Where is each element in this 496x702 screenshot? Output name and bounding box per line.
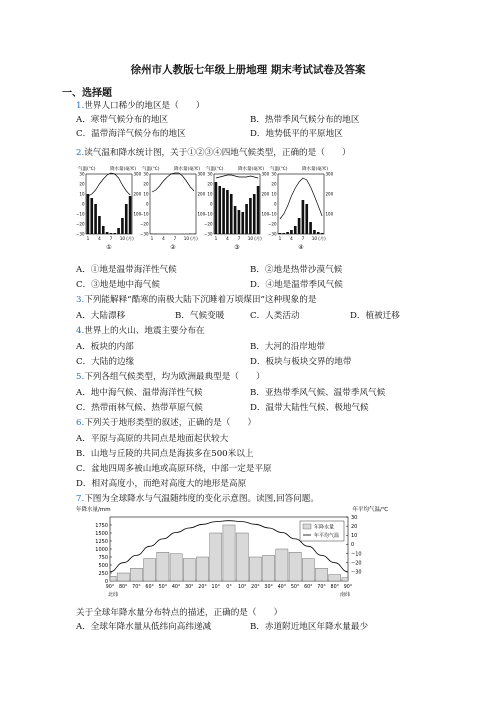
chart-4-precip-bar	[317, 232, 320, 234]
chart-3-precip-tick: 200	[261, 191, 270, 197]
hemisphere-right-label: 南纬	[339, 592, 350, 598]
chart-2-number-label: ②	[170, 244, 176, 251]
chart-1-number-label: ①	[106, 244, 112, 251]
chart-1-precip-bar	[121, 218, 124, 234]
precip-bar	[130, 568, 142, 581]
x-tick-label: 10°	[237, 585, 247, 590]
chart-2-temp-line	[152, 173, 194, 192]
precip-bar	[183, 559, 195, 581]
chart-3-number-label: ③	[234, 244, 240, 251]
chart-4-x-tick: 10	[311, 236, 318, 241]
precip-bar	[342, 578, 348, 581]
chart-2-x-tick: 1	[150, 236, 154, 241]
legend-precip-label: 年降水量	[314, 524, 335, 531]
question-7: 7.下图为全球降水与气温随纬度的变化示意图。读图,回答问题。	[76, 494, 319, 504]
chart-3-precip-bar	[245, 204, 248, 234]
precip-bar	[117, 573, 129, 581]
q5-option-c[interactable]: C．热带雨林气候、热带草原气候	[76, 403, 203, 413]
chart-1-x-tick: 10	[119, 236, 126, 241]
chart-1-precip-bar	[87, 194, 90, 234]
x-tick-label: 80°	[330, 585, 340, 590]
x-tick-label: 30°	[185, 585, 194, 590]
q4-option-b[interactable]: B．大河的沿岸地带	[250, 342, 326, 352]
chart-4-precip-bar	[321, 233, 324, 234]
y-tick-label: 1250	[95, 538, 108, 545]
y-tick-label: 750	[98, 554, 108, 561]
y2-tick-label: −10	[351, 551, 362, 558]
chart-4-precip-bar	[290, 230, 293, 234]
chart-3-precip-bar	[215, 182, 218, 234]
chart-1-x-tick: 4	[98, 236, 101, 241]
chart-3-temp-tick: 10	[207, 191, 213, 197]
q3-option-c[interactable]: C．人类活动	[250, 311, 300, 321]
chart-3-temp-tick: −30	[204, 231, 213, 237]
chart-4-temp-tick: 20	[271, 181, 277, 187]
chart-3-temp-tick: 30	[207, 171, 213, 177]
chart-3-precip-bar	[234, 206, 237, 234]
hemisphere-left-label: 北纬	[108, 592, 119, 598]
q2-option-c[interactable]: C．③地是地中海气候	[76, 280, 160, 290]
x-tick-label: 80°	[118, 585, 128, 590]
chart-3-x-tick: 1	[214, 236, 218, 241]
q2-option-b[interactable]: B．②地是热带沙漠气候	[250, 265, 343, 275]
chart-2-precip-axis-label: 降水量(毫米)	[174, 167, 201, 172]
x-tick-label: 10°	[211, 585, 221, 590]
y-axis-label: 年降水量/mm	[76, 507, 111, 513]
q6-option-a[interactable]: A．平原与高原的共同点是地面起伏较大	[76, 434, 229, 444]
x-tick-label: 50°	[158, 585, 168, 590]
chart-1-precip-bar	[129, 196, 132, 234]
chart-3-x-tick: 10	[247, 236, 254, 241]
y2-tick-label: 20	[351, 523, 358, 530]
document-title: 徐州市人教版七年级上册地理 期末考试试卷及答案	[130, 64, 366, 76]
chart-2-precip-tick: 100	[197, 211, 206, 217]
chart-1-precip-tick: 100	[133, 211, 142, 217]
q1-option-b[interactable]: B．热带季风气候分布的地区	[250, 115, 360, 125]
chart-1-temp-tick: 10	[79, 191, 85, 197]
chart-3-temp-tick: 0	[209, 201, 213, 207]
q3-option-a[interactable]: A．大陆漂移	[76, 311, 126, 321]
chart-1-temp-tick: 30	[79, 171, 85, 177]
chart-3-precip-bar	[253, 194, 256, 234]
chart-2-temp-tick: −10	[140, 211, 149, 217]
climate-charts-figure	[76, 162, 334, 258]
y-tick-label: 1000	[95, 546, 108, 553]
chart-4-x-tick: 7	[301, 236, 305, 241]
chart-3-precip-tick: 300	[261, 171, 270, 177]
x-tick-label: 20°	[251, 585, 260, 590]
x-tick-label: 40°	[277, 585, 287, 590]
chart-2-temp-tick: 0	[145, 201, 149, 207]
precip-bar	[144, 559, 156, 581]
chart-4-precip-axis-label: 降水量(毫米)	[302, 167, 329, 172]
chart-4-number-label: ④	[298, 244, 304, 251]
chart-3-temp-line	[216, 175, 258, 178]
chart-1-temp-tick: 20	[79, 181, 85, 187]
chart-1-precip-tick: 200	[133, 191, 142, 197]
chart-4-x-unit: (月)	[318, 236, 326, 241]
precip-bar	[170, 554, 182, 581]
precip-bar	[249, 557, 261, 581]
chart-2-temp-tick: −20	[140, 221, 149, 227]
chart-3-precip-bar	[230, 194, 233, 234]
precip-bar	[236, 533, 248, 581]
question-1: 1.世界人口稀少的地区是（ ）	[76, 101, 205, 111]
y2-tick-label: 30	[351, 514, 358, 521]
chart-1-x-tick: 7	[109, 236, 113, 241]
precip-bar	[302, 559, 314, 581]
chart-1-precip-bar	[125, 204, 128, 234]
chart-3-precip-bar	[249, 198, 252, 234]
chart-4-precip-bar	[302, 200, 305, 234]
q7-option-a[interactable]: A．全球年降水量从低纬向高纬递减	[76, 622, 212, 632]
y-tick-label: 0	[104, 578, 108, 585]
chart-4-temp-axis-label: 气温(℃)	[270, 167, 288, 172]
precip-bar	[223, 525, 235, 581]
legend-temp-label: 年平均气温	[314, 533, 340, 539]
chart-3-temp-tick: 20	[207, 181, 213, 187]
chart-1-temp-tick: −30	[76, 231, 85, 237]
x-tick-label: 50°	[290, 585, 300, 590]
chart-1-temp-tick: −20	[76, 221, 85, 227]
chart-1-precip-bar	[110, 233, 113, 234]
x-tick-label: 0°	[226, 585, 232, 590]
question-4: 4.世界上的火山、地震主要分布在	[76, 326, 205, 336]
precip-bar	[276, 549, 288, 581]
chart-1-precip-bar	[90, 198, 93, 234]
chart-2-x-unit: (月)	[190, 236, 198, 241]
chart-3-temp-tick: −20	[204, 221, 213, 227]
q5-option-a[interactable]: A．地中海气候、温带海洋性气候	[76, 388, 203, 398]
chart-4-precip-bar	[305, 204, 308, 234]
q3-option-b[interactable]: B．气候变暖	[175, 311, 225, 321]
chart-2-temp-tick: 10	[143, 191, 149, 197]
q2-option-a[interactable]: A．①地是温带海洋性气候	[76, 265, 177, 275]
chart-3-precip-tick: 100	[261, 211, 270, 217]
chart-2-x-tick: 10	[183, 236, 190, 241]
q6-option-c[interactable]: C．盆地四周多被山地或高原环绕，中部一定是平原	[76, 464, 272, 474]
q6-option-b[interactable]: B．山地与丘陵的共同点是海拔多在500米以上	[76, 449, 254, 459]
precip-bar	[263, 555, 275, 581]
y-tick-label: 500	[98, 562, 108, 569]
latitude-precipitation-temperature-chart	[76, 505, 388, 605]
q2-option-d[interactable]: D．④地是温带季风气候	[250, 280, 343, 290]
chart-4-precip-tick: 300	[325, 171, 334, 177]
y2-tick-label: −30	[351, 569, 362, 576]
chart-3-temp-tick: −10	[204, 211, 213, 217]
precip-bar	[329, 575, 341, 581]
precip-bar	[210, 533, 222, 581]
x-tick-label: 60°	[304, 585, 313, 590]
chart-3-temp-axis-label: 气温(℃)	[206, 167, 224, 172]
x-tick-label: 30°	[264, 585, 273, 590]
chart-4-temp-line	[280, 178, 322, 219]
y2-tick-label: −20	[351, 560, 362, 567]
chart-2-precip-tick: 300	[197, 171, 206, 177]
chart-3-precip-bar	[257, 186, 260, 234]
chart-4-precip-bar	[282, 233, 285, 234]
q7-option-b[interactable]: B．赤道附近地区年降水量最少	[250, 622, 369, 632]
precip-bar	[110, 576, 116, 581]
x-tick-label: 90°	[343, 585, 353, 590]
x-tick-label: 40°	[171, 585, 181, 590]
precip-bar	[196, 557, 208, 581]
chart-4-precip-bar	[313, 230, 316, 234]
y2-tick-label: 0	[351, 542, 355, 549]
chart-1-temp-tick: −10	[76, 211, 85, 217]
chart-4-x-tick: 4	[290, 236, 293, 241]
q1-option-c[interactable]: C．温带海洋气候分布的地区	[76, 129, 186, 139]
chart-4-precip-bar	[279, 233, 282, 234]
x-tick-label: 70°	[317, 585, 326, 590]
chart-1-temp-line	[88, 173, 130, 196]
legend-bar-swatch	[303, 524, 311, 529]
q4-option-c[interactable]: C．大陆的边缘	[76, 357, 135, 367]
q1-option-a[interactable]: A．寒带气候分布的地区	[76, 115, 169, 125]
chart-1-precip-bar	[94, 204, 97, 234]
chart-2-x-tick: 4	[162, 236, 165, 241]
precip-bar	[315, 568, 327, 581]
chart-1-precip-tick: 300	[133, 171, 142, 177]
q5-option-b[interactable]: B．亚热带季风气候、温带季风气候	[250, 388, 386, 398]
question-3: 3.下列能解释“酷寒的南极大陆下沉睡着万顷煤田”这种现象的是	[76, 295, 317, 305]
y-tick-label: 250	[98, 570, 108, 577]
x-tick-label: 90°	[105, 585, 115, 590]
y-tick-label: 1750	[95, 522, 108, 529]
chart-4-temp-tick: −10	[268, 211, 277, 217]
precip-bar	[289, 552, 301, 581]
chart-1-precip-axis-label: 降水量(毫米)	[110, 167, 137, 172]
chart-4-temp-tick: 10	[271, 191, 277, 197]
chart-4-precip-bar	[294, 226, 297, 234]
chart-2-temp-tick: 20	[143, 181, 149, 187]
y2-tick-label: 10	[351, 533, 358, 540]
q6-option-d[interactable]: D．相对高度小，而绝对高度大的地形是高原	[76, 479, 247, 489]
chart-4-precip-bar	[298, 218, 301, 234]
chart-3-precip-bar	[222, 188, 225, 234]
precip-bar	[157, 552, 169, 581]
chart-3-precip-bar	[226, 190, 229, 234]
chart-3-x-unit: (月)	[254, 236, 262, 241]
chart-4-temp-tick: −20	[268, 221, 277, 227]
question-5: 5.下列各组气候类型，均为欧洲最典型是（ ）	[76, 372, 265, 382]
chart-4-temp-tick: −30	[268, 231, 277, 237]
chart-1-precip-bar	[102, 226, 105, 234]
chart-4-precip-tick: 200	[325, 191, 334, 197]
chart-1-temp-axis-label: 气温(℃)	[78, 167, 96, 172]
chart-1-precip-bar	[113, 233, 116, 234]
y2-axis-label: 年平均气温/℃	[352, 507, 388, 513]
chart-1-precip-bar	[106, 232, 109, 234]
chart-4-precip-bar	[286, 232, 289, 234]
chart-4-precip-bar	[309, 222, 312, 234]
chart-2-temp-tick: −30	[140, 231, 149, 237]
x-tick-label: 60°	[145, 585, 154, 590]
chart-4-precip-tick: 100	[325, 211, 334, 217]
q4-option-a[interactable]: A．板块的内部	[76, 342, 134, 352]
chart-3-x-tick: 7	[237, 236, 241, 241]
chart-1-precip-bar	[98, 216, 101, 234]
question-6: 6.下列关于地形类型的叙述，正确的是（ ）	[76, 418, 257, 428]
chart-3-x-tick: 4	[226, 236, 229, 241]
q4-option-d[interactable]: D．板块与板块交界的地带	[250, 357, 352, 367]
q3-option-d[interactable]: D．植被迁移	[350, 311, 400, 321]
chart-2-temp-tick: 30	[143, 171, 149, 177]
chart-3-precip-axis-label: 降水量(毫米)	[238, 167, 265, 172]
chart-4-x-tick: 1	[278, 236, 282, 241]
chart-1-x-tick: 1	[86, 236, 90, 241]
x-tick-label: 70°	[132, 585, 141, 590]
section-title: 一、选择题	[62, 88, 112, 99]
chart-3-precip-bar	[238, 210, 241, 234]
chart-2-frame	[150, 174, 196, 234]
chart-3-precip-bar	[218, 186, 221, 234]
question-7-sub: 关于全球年降水量分布特点的描述，正确的是（ ）	[76, 608, 283, 618]
chart-4-frame	[278, 174, 324, 234]
chart-4-temp-tick: 30	[271, 171, 277, 177]
chart-2-temp-axis-label: 气温(℃)	[142, 167, 160, 172]
question-2: 2.读气温和降水统计图，关于①②③④四地气候类型，正确的是（ ）	[76, 148, 351, 158]
q1-option-d[interactable]: D．地势低平的平原地区	[250, 129, 343, 139]
y-tick-label: 1500	[95, 530, 108, 537]
x-tick-label: 20°	[198, 585, 207, 590]
chart-1-precip-bar	[117, 228, 120, 234]
chart-2-precip-tick: 200	[197, 191, 206, 197]
chart-1-temp-tick: 0	[81, 201, 85, 207]
chart-2-x-tick: 7	[173, 236, 177, 241]
chart-4-temp-tick: 0	[273, 201, 277, 207]
q5-option-d[interactable]: D．温带大陆性气候、极地气候	[250, 403, 369, 413]
chart-1-x-unit: (月)	[126, 236, 134, 241]
chart-3-precip-bar	[241, 212, 244, 234]
